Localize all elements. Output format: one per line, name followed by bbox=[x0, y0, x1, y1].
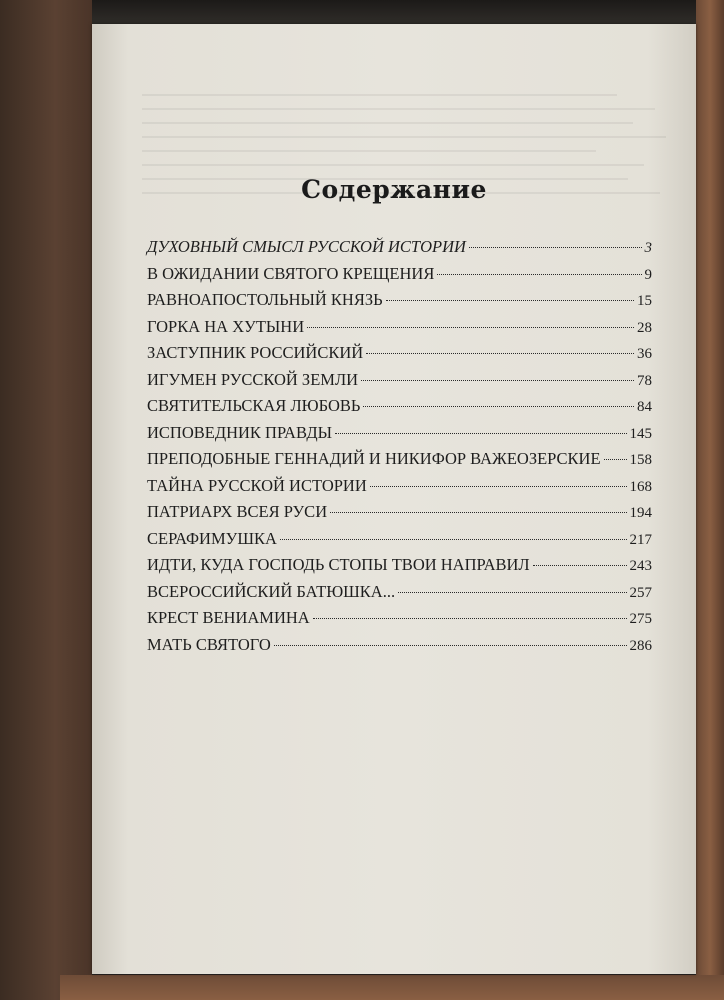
toc-entry-page: 158 bbox=[629, 452, 652, 468]
toc-entry-page: 194 bbox=[629, 505, 652, 521]
table-of-contents bbox=[147, 237, 652, 661]
page-title: Содержание bbox=[301, 174, 487, 204]
toc-entry-page: 3 bbox=[644, 240, 652, 256]
dot-leader bbox=[386, 300, 634, 301]
toc-entry[interactable] bbox=[147, 555, 652, 582]
toc-entry-label: ИСПОВЕДНИК ПРАВДЫ bbox=[147, 422, 332, 442]
dot-leader bbox=[307, 327, 634, 328]
toc-entry[interactable] bbox=[147, 529, 652, 556]
toc-entry-label: ЗАСТУПНИК РОССИЙСКИЙ bbox=[147, 343, 364, 362]
toc-entry-label: РАВНОАПОСТОЛЬНЫЙ КНЯЗЬ bbox=[147, 290, 383, 309]
dot-leader bbox=[398, 592, 626, 593]
toc-entry-label: ВСЕРОССИЙСКИЙ БАТЮШКА... bbox=[147, 581, 396, 601]
toc-entry[interactable] bbox=[147, 370, 652, 397]
toc-entry-page: 217 bbox=[629, 531, 652, 548]
toc-entry-label: В ОЖИДАНИИ СВЯТОГО КРЕЩЕНИЯ bbox=[147, 263, 435, 283]
toc-entry-page: 275 bbox=[629, 611, 652, 627]
toc-entry[interactable] bbox=[147, 502, 652, 529]
toc-entry[interactable] bbox=[147, 290, 652, 317]
dot-leader bbox=[313, 618, 627, 619]
toc-entry-label: ИДТИ, КУДА ГОСПОДЬ СТОПЫ ТВОИ НАПРАВИЛ bbox=[147, 555, 530, 574]
toc-entry-page: 36 bbox=[637, 346, 652, 362]
book-page bbox=[92, 24, 696, 974]
toc-entry[interactable] bbox=[147, 317, 652, 344]
toc-entry-label: ПРЕПОДОБНЫЕ ГЕННАДИЙ И НИКИФОР ВАЖЕОЗЕРСКИЕ bbox=[147, 449, 601, 468]
book-cover-left-edge bbox=[0, 0, 92, 1000]
dot-leader bbox=[274, 645, 627, 646]
dot-leader bbox=[437, 274, 641, 275]
dot-leader bbox=[361, 380, 634, 381]
toc-entry-page: 9 bbox=[644, 266, 652, 283]
toc-entry[interactable] bbox=[147, 264, 652, 291]
toc-entry[interactable] bbox=[147, 635, 652, 662]
dot-leader bbox=[604, 459, 627, 460]
toc-entry-label: ИГУМЕН РУССКОЙ ЗЕМЛИ bbox=[147, 369, 359, 389]
toc-entry[interactable] bbox=[147, 476, 652, 503]
toc-entry-label: ДУХОВНЫЙ СМЫСЛ РУССКОЙ ИСТОРИИ bbox=[147, 237, 466, 256]
toc-entry[interactable] bbox=[147, 343, 652, 370]
toc-entry[interactable] bbox=[147, 608, 652, 635]
book-cover-right-edge bbox=[696, 0, 724, 1000]
dot-leader bbox=[469, 247, 642, 248]
dot-leader bbox=[335, 433, 627, 434]
dot-leader bbox=[366, 353, 634, 354]
toc-entry[interactable] bbox=[147, 396, 652, 423]
book-cover-bottom-edge bbox=[60, 975, 724, 1000]
toc-entry-label: МАТЬ СВЯТОГО bbox=[147, 634, 271, 654]
toc-entry[interactable] bbox=[147, 423, 652, 450]
toc-entry-page: 286 bbox=[629, 637, 652, 654]
toc-entry-page: 84 bbox=[637, 399, 652, 415]
dot-leader bbox=[280, 539, 627, 540]
toc-entry-label: КРЕСТ ВЕНИАМИНА bbox=[147, 608, 310, 627]
toc-entry-label: СЕРАФИМУШКА bbox=[147, 528, 277, 548]
dot-leader bbox=[330, 512, 626, 513]
toc-entry-label: СВЯТИТЕЛЬСКАЯ ЛЮБОВЬ bbox=[147, 396, 361, 415]
toc-entry-page: 28 bbox=[637, 319, 652, 336]
dot-leader bbox=[533, 565, 627, 566]
toc-entry[interactable] bbox=[147, 449, 652, 476]
dot-leader bbox=[370, 486, 627, 487]
toc-entry-page: 15 bbox=[637, 293, 652, 309]
toc-entry-label: ПАТРИАРХ ВСЕЯ РУСИ bbox=[147, 502, 328, 521]
toc-entry-page: 243 bbox=[629, 558, 652, 574]
toc-entry[interactable] bbox=[147, 237, 652, 264]
toc-entry-page: 78 bbox=[637, 372, 652, 389]
toc-entry-page: 168 bbox=[629, 478, 652, 495]
toc-entry-label: ГОРКА НА ХУТЫНИ bbox=[147, 316, 305, 336]
toc-entry-page: 257 bbox=[629, 584, 652, 601]
toc-entry-label: ТАЙНА РУССКОЙ ИСТОРИИ bbox=[147, 475, 367, 495]
toc-entry[interactable] bbox=[147, 582, 652, 609]
toc-entry-page: 145 bbox=[629, 425, 652, 442]
dot-leader bbox=[363, 406, 634, 407]
